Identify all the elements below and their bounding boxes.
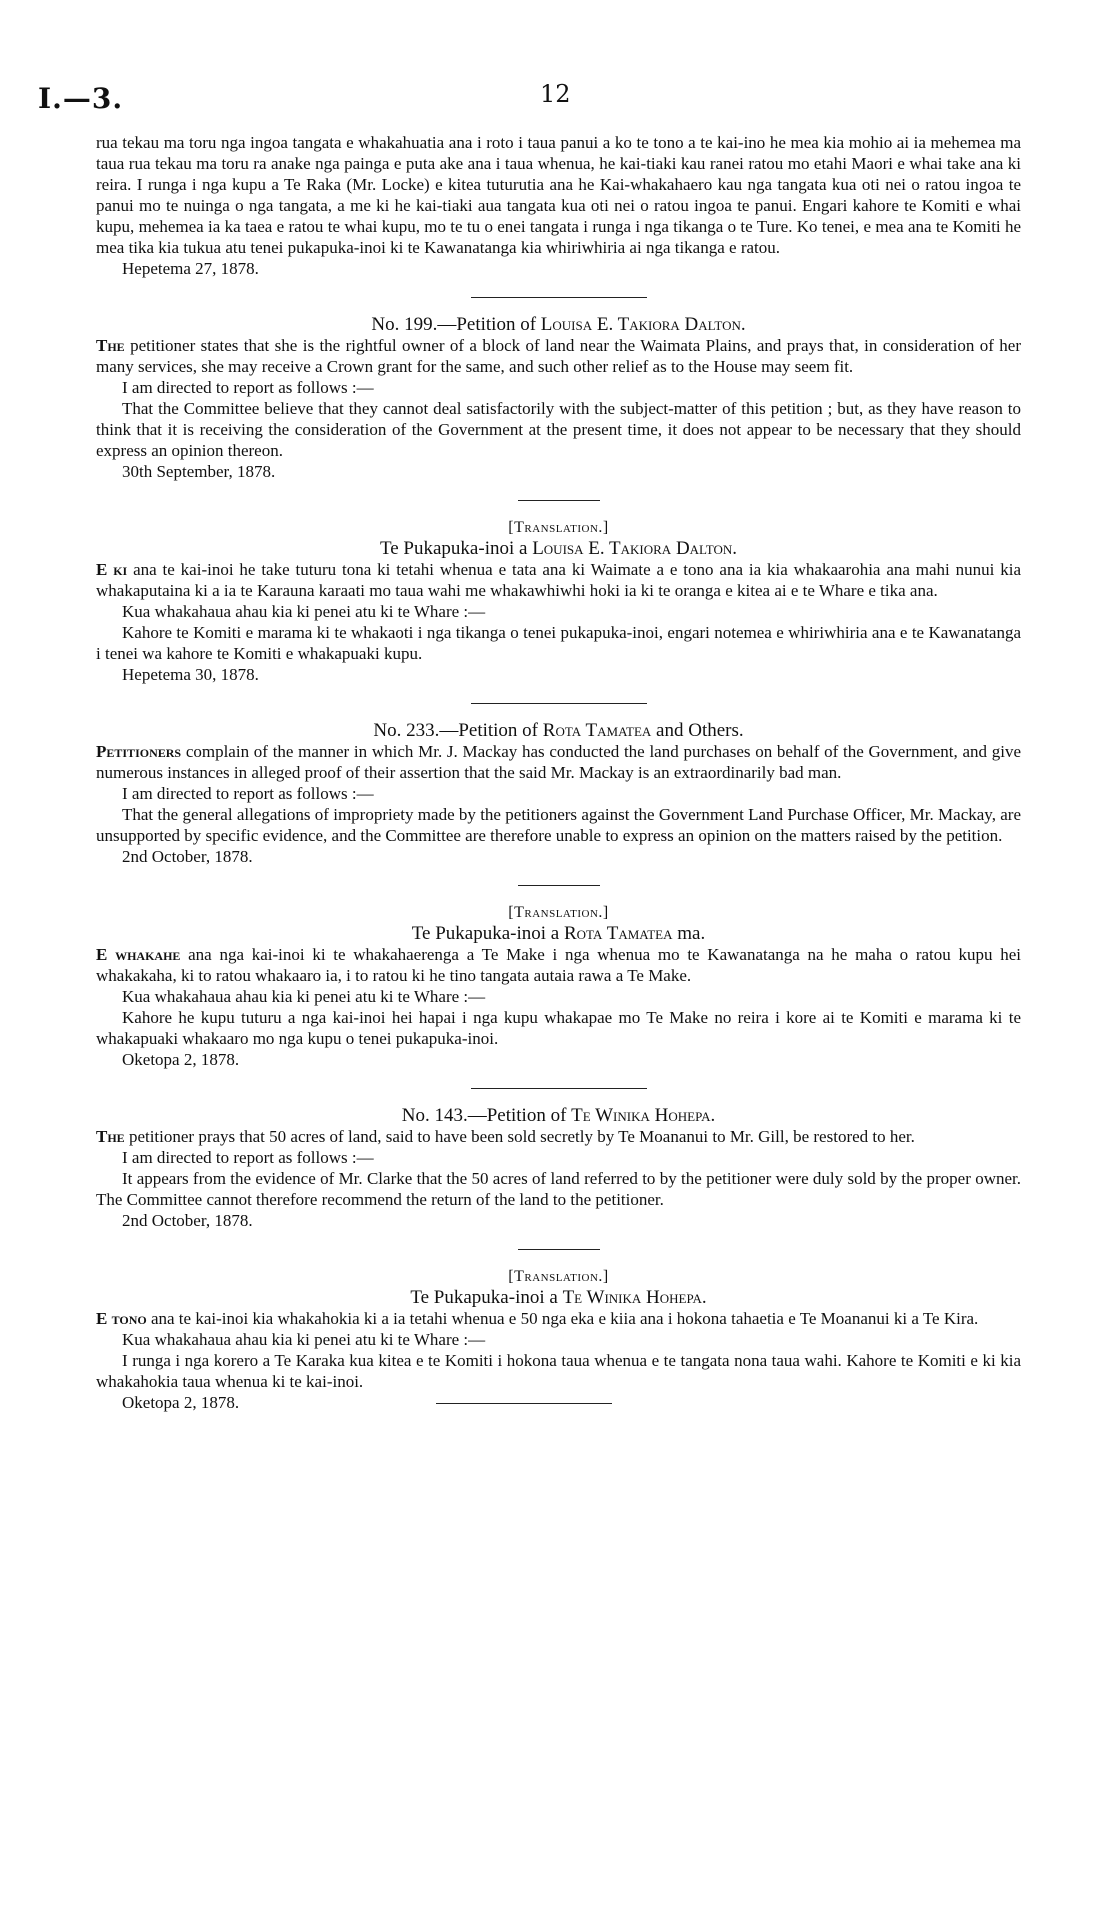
petition-title: No. 199.—Petition of Louisa E. Takiora Dalton.: [371, 314, 746, 335]
translation-summary: E whakahe ana nga kai-inoi ki te whakahaerenga a Te Make i nga whenua mo te Kawanatanga na he maha o ratou kupu hei whakakaha, ki to ratou whakaaro ia, i to ratou ki he tino tangata autaia rawa a Te Make.: [96, 945, 1021, 985]
translation-title: Te Pukapuka-inoi a Louisa E. Takiora Dalton.: [379, 538, 738, 559]
page-content: [96, 132, 1022, 1412]
report-directive: I am directed to report as follows :—: [122, 1148, 374, 1167]
short-divider: [518, 500, 600, 501]
petition-143: [96, 1105, 1021, 1412]
translation-summary: E tono ana te kai-inoi kia whakahokia ki a ia tetahi whenua e 50 nga eka e kiia ana i hokona tahaetia e Te Moananui ki a Te Kira.: [96, 1309, 979, 1328]
translation-directive: Kua whakahaua ahau kia ki penei atu ki te Whare :—: [122, 987, 486, 1006]
translation-title: Te Pukapuka-inoi a Rota Tamatea ma.: [411, 923, 706, 944]
report-date: 30th September, 1878.: [122, 462, 276, 481]
committee-report: That the general allegations of impropriety made by the petitioners against the Government Land Purchase Officer, Mr. Mackay, are unsupported by specific evidence, and the Committee are therefore unable to express an opinion on the matters raised by the petition.: [96, 805, 1021, 845]
report-directive: I am directed to report as follows :—: [122, 378, 374, 397]
translation-label: [Translation.]: [508, 904, 609, 921]
petition-title: No. 143.—Petition of Te Winika Hohepa.: [401, 1105, 716, 1126]
petition-233: [96, 720, 1021, 1070]
section-divider: [471, 297, 647, 298]
report-date: 2nd October, 1878.: [122, 1211, 253, 1230]
translation-date: Oketopa 2, 1878.: [122, 1393, 240, 1412]
petition-summary: The petitioner states that she is the rightful owner of a block of land near the Waimata Plains, and prays that, in consideration of her many services, she may receive a Crown grant for the same, and such other relief as to the House may seem fit.: [96, 336, 1021, 376]
report-date: 2nd October, 1878.: [122, 847, 253, 866]
committee-report: That the Committee believe that they cannot deal satisfactorily with the subject-matter of this petition ; but, as they have reason to think that it is receiving the consideration of the Government at the present time, it does not appear to be necessary that they should express an opinion thereon.: [96, 399, 1021, 460]
page-number: 12: [540, 80, 571, 108]
short-divider: [518, 885, 600, 886]
intro-date: Hepetema 27, 1878.: [122, 259, 259, 278]
translation-directive: Kua whakahaua ahau kia ki penei atu ki te Whare :—: [122, 1330, 486, 1349]
translation-title: Te Pukapuka-inoi a Te Winika Hohepa.: [410, 1287, 707, 1308]
paper-reference: I.—3.: [38, 82, 124, 115]
translation-summary: E ki ana te kai-inoi he take tuturu tona ki tetahi whenua e tata ana ki Waimate a e tono ana ia kia whakaarohia ana mahi nunui kia whakaputaina ki a ia te Karauna karaati mo taua wahi me whakawhiwhi hoki ia ki te oranga e kitea ai e te Whare e tika ana.: [96, 560, 1022, 600]
intro-paragraph: rua tekau ma toru nga ingoa tangata e whakahuatia ana i roto i taua panui a ko te tono a te kai-ino he mea kia mohio ai ia mehemea ma taua rua tekau ma toru ra anake nga painga e puta ake ana i taua whenua, he kai-tiaki kau ranei ratou mo etahi Maori e whai take ana ki reira. I runga i nga kupu a Te Raka (Mr. Locke) e kitea tuturutia ana he Kai-whakahaero kau nga tangata kua oti nei o ratou ingoa te panui mo te nuinga o nga tangata, a me ki he kai-tiaki aua tangata kua oti nei o ratou ingoa te panui. Engari kahore te Komiti e whai kupu, mehemea ia ka taea e ratou te whai kupu, mo te tu o enei tangata i runga i nga tikanga o te Ture. Ko tenei, e mea ana te Komiti he mea tika kia tukua atu tenei pukapuka-inoi ki te Kawanatanga kia whiriwhiria ai nga tikanga e ratou.: [96, 133, 1021, 257]
translation-report: I runga i nga korero a Te Karaka kua kitea e te Komiti i hokona taua whenua e te tangata nona taua wahi. Kahore te Komiti e ki kia whakahokia taua whenua ki te kai-inoi.: [96, 1351, 1021, 1391]
translation-report: Kahore te Komiti e marama ki te whakaoti i nga tikanga o tenei pukapuka-inoi, engari notemea e whiriwhiria ana e te Kawanatanga i tenei wa kahore te Komiti e whakapuaki kupu.: [96, 623, 1021, 663]
petition-summary: The petitioner prays that 50 acres of land, said to have been sold secretly by Te Moananui to Mr. Gill, be restored to her.: [96, 1127, 915, 1146]
petition-summary: Petitioners complain of the manner in which Mr. J. Mackay has conducted the land purchases on behalf of the Government, and give numerous instances in alleged proof of their assertion that the said Mr. Mackay is an extraordinarily bad man.: [96, 742, 1021, 782]
petition-199: [96, 314, 1021, 685]
translation-label: [Translation.]: [508, 519, 609, 536]
translation-label: [Translation.]: [508, 1268, 609, 1285]
end-divider: [436, 1403, 612, 1404]
report-directive: I am directed to report as follows :—: [122, 784, 374, 803]
petition-title: No. 233.—Petition of Rota Tamatea and Others.: [373, 720, 744, 741]
translation-date: Hepetema 30, 1878.: [122, 665, 259, 684]
committee-report: It appears from the evidence of Mr. Clarke that the 50 acres of land referred to by the petitioner were duly sold by the proper owner. The Committee cannot therefore recommend the return of the land to the petitioner.: [96, 1169, 1021, 1209]
translation-date: Oketopa 2, 1878.: [122, 1050, 240, 1069]
section-divider: [471, 1088, 647, 1089]
translation-report: Kahore he kupu tuturu a nga kai-inoi hei hapai i nga kupu whakapae mo Te Make no reira i kore ai te Komiti e marama ki te whakapuaki whakaaro mo nga kupu o tenei pukapuka-inoi.: [96, 1008, 1021, 1048]
section-divider: [471, 703, 647, 704]
short-divider: [518, 1249, 600, 1250]
translation-directive: Kua whakahaua ahau kia ki penei atu ki te Whare :—: [122, 602, 486, 621]
